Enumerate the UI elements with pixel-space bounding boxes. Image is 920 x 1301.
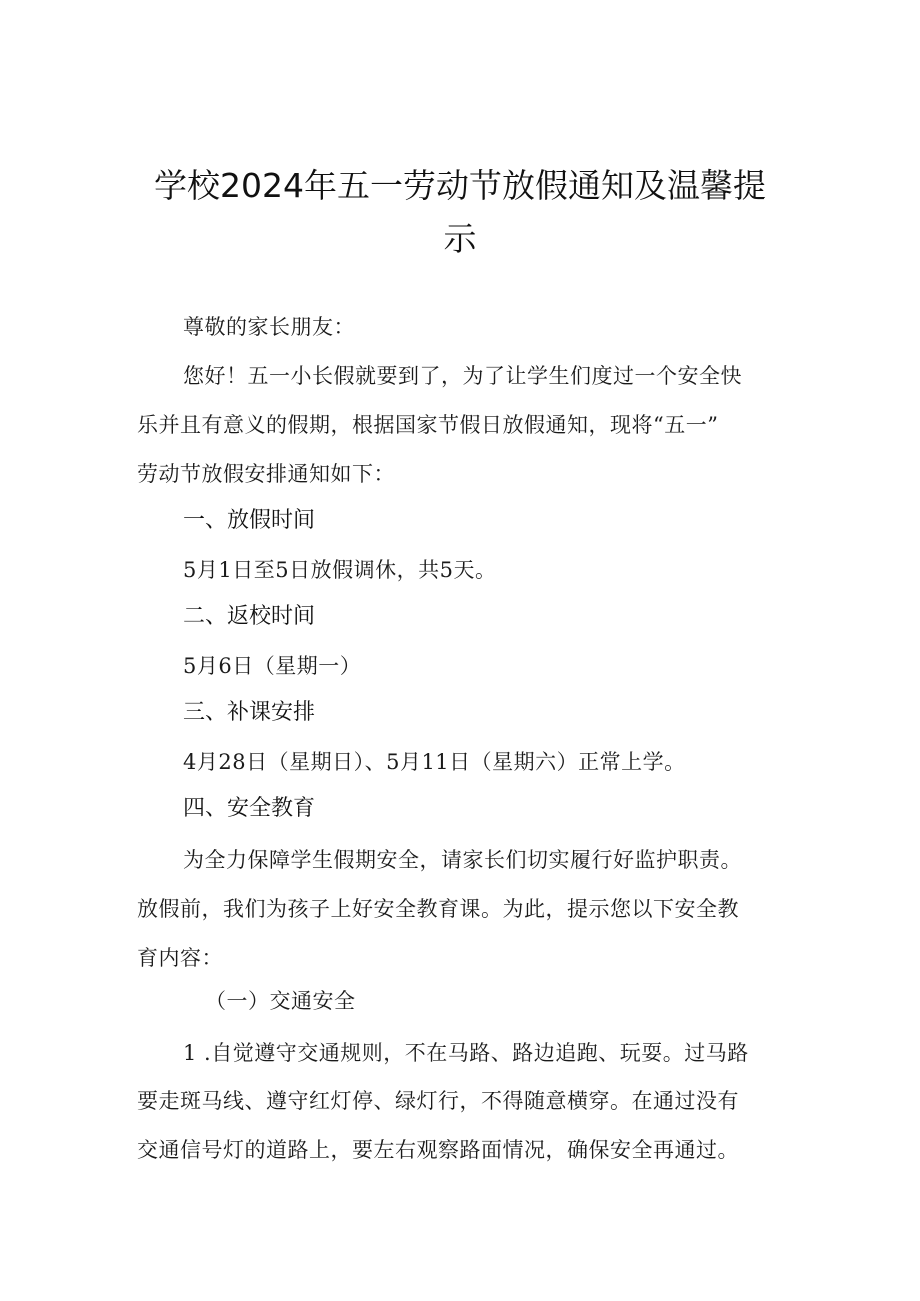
salutation: 尊敬的家长朋友： — [183, 315, 355, 339]
section-text-holiday-time: 5月1日至5日放假调休，共5天。 — [183, 558, 497, 582]
section-text-makeup-classes: 4月28日（星期日）、5月11日（星期六）正常上学。 — [183, 750, 686, 774]
section-heading-holiday-time: 一、放假时间 — [183, 508, 316, 533]
traffic-item-line-3: 交通信号灯的道路上，要左右观察路面情况，确保安全再通过。 — [137, 1138, 739, 1162]
section-heading-return-time: 二、返校时间 — [183, 604, 316, 629]
traffic-item-line-1: 1 .自觉遵守交通规则，不在马路、路边追跑、玩耍。过马路 — [183, 1041, 749, 1065]
safety-text-line-2: 放假前，我们为孩子上好安全教育课。为此，提示您以下安全教 — [137, 897, 739, 921]
intro-line-3: 劳动节放假安排通知如下： — [137, 462, 395, 486]
section-text-return-time: 5月6日（星期一） — [183, 654, 362, 678]
traffic-item-line-2: 要走斑马线、遵守红灯停、绿灯行，不得随意横穿。在通过没有 — [137, 1089, 739, 1113]
safety-text-line-3: 育内容： — [137, 946, 223, 970]
document-title-line-2: 示 — [443, 219, 477, 258]
intro-line-2: 乐并且有意义的假期，根据国家节假日放假通知，现将“五一” — [137, 413, 719, 437]
intro-line-1: 您好！五一小长假就要到了，为了让学生们度过一个安全快 — [183, 364, 742, 388]
document-title-line-1: 学校2024年五一劳动节放假通知及温馨提 — [154, 166, 766, 205]
safety-text-line-1: 为全力保障学生假期安全，请家长们切实履行好监护职责。 — [183, 848, 742, 872]
subsection-heading-traffic-safety: （一）交通安全 — [205, 989, 356, 1013]
section-heading-safety-education: 四、安全教育 — [183, 796, 316, 821]
section-heading-makeup-classes: 三、补课安排 — [183, 700, 316, 725]
